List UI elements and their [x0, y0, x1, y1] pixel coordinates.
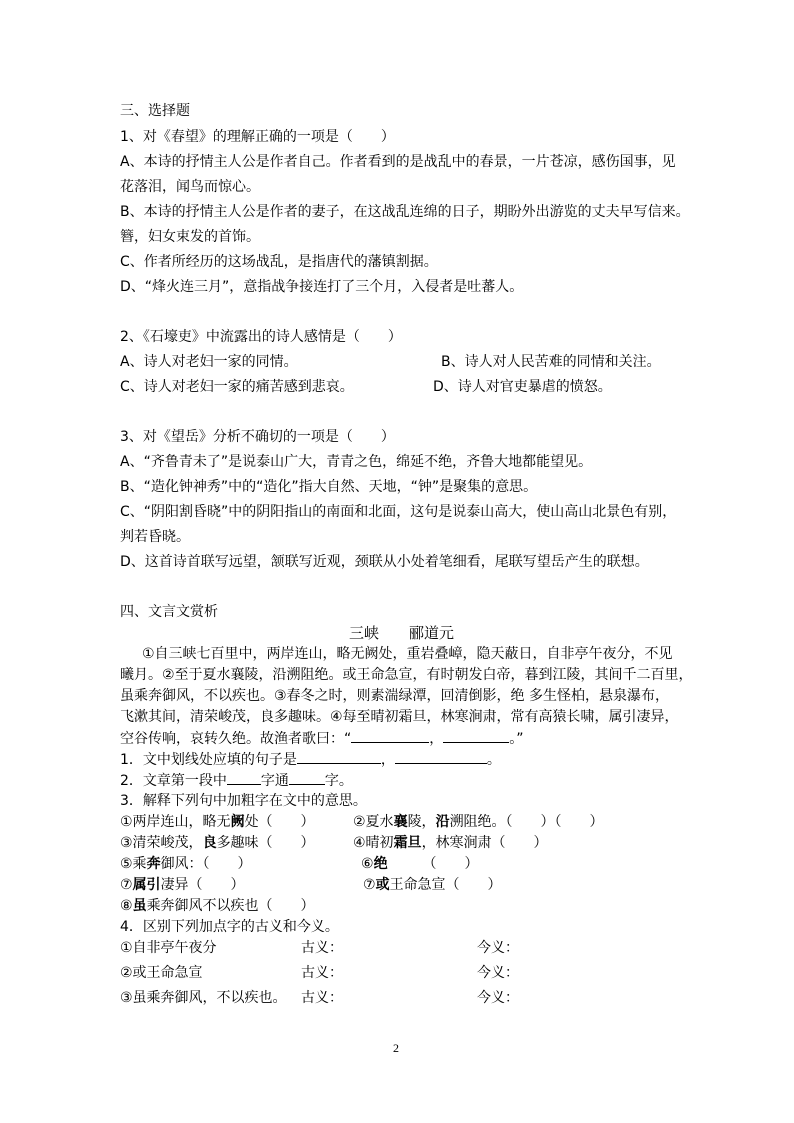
item-text: 溯阻绝。（ ）（ ） [449, 814, 604, 830]
q2-option-b: B、诗人对人民苦难的同情和关注。 [441, 354, 661, 370]
q1-option-a-line2: 花落泪，闻鸟而惊心。 [120, 179, 260, 195]
answer-blank[interactable] [395, 749, 487, 764]
item-text: （ ） [387, 856, 479, 872]
sec4-q2-suffix: 字。 [324, 773, 353, 789]
q3-item-left [120, 896, 315, 916]
q3-option-b: B、“造化钟神秀”中的“造化”指大自然、天地，“钟”是聚集的意思。 [120, 479, 538, 495]
item-text: 陵， [407, 814, 436, 830]
q2-stem: 2、《石壕吏》中流露出的诗人感情是（ ） [120, 329, 402, 345]
section-3-title: 三、选择题 [120, 103, 190, 119]
q2-option-d: D、诗人对官吏暴虐的愤怒。 [433, 379, 612, 395]
sec4-q2-prefix: 2．文章第一段中 [120, 773, 227, 789]
item-text: ⑤乘 [120, 856, 147, 872]
q1-option-d: D、“烽火连三月”，意指战争接连打了三个月，入侵者是吐蕃人。 [120, 279, 524, 295]
passage-end: 。” [509, 731, 524, 747]
sec4-q2-mid: 字通 [260, 773, 289, 789]
item-text: ⑦ [363, 877, 376, 893]
q1-option-b-line1: B、本诗的抒情主人公是作者的妻子，在这战乱连绵的日子，期盼外出游览的丈夫早写信来。 [120, 204, 690, 220]
q1-option-a-line1: A、本诗的抒情主人公是作者自己。作者看到的是战乱中的春景，一片苍凉，感伤国事，见 [120, 154, 676, 170]
sec4-q3-stem: 3．解释下列句中加粗字在文中的意思。 [120, 793, 367, 809]
q3-item-left [120, 833, 315, 853]
q4-old-meaning-label: 古义： [301, 940, 343, 956]
q3-option-c-line1: C、“阴阳割昏晓”中的阴阳指山的南面和北面，这句是说泰山高大，使山高山北景色有别， [120, 504, 677, 520]
section-4-title: 四、文言文赏析 [120, 604, 218, 620]
page-number: 2 [393, 1041, 399, 1055]
q3-option-a: A、“齐鲁青未了”是说泰山广大，青青之色，绵延不绝，齐鲁大地都能望见。 [120, 454, 593, 470]
item-bold-char: 襄 [393, 814, 408, 830]
q3-item-right [353, 833, 548, 853]
passage-line: ①自三峡七百里中，两岸连山，略无阙处，重岩叠嶂，隐天蔽日，自非亭午夜分，不见 [142, 646, 673, 662]
q4-old-meaning-label: 古义： [301, 965, 343, 981]
item-text: 御风：（ ） [160, 856, 252, 872]
item-bold-char: 虽 [132, 898, 147, 914]
passage-line: 曦月。②至于夏水襄陵，沿溯阻绝。或王命急宣，有时朝发白帝，暮到江陵，其间千二百里， [120, 667, 693, 683]
item-text: ②夏水 [353, 814, 394, 830]
q3-item-right [353, 812, 604, 832]
q3-item-left [120, 812, 315, 832]
q4-new-meaning-label: 今义： [477, 990, 519, 1006]
passage-line: 空谷传响，哀转久绝。故渔者歌曰：“ [120, 731, 352, 747]
item-bold-char: 属引 [132, 877, 161, 893]
answer-blank[interactable] [443, 728, 509, 743]
sec4-q1-prefix: 1．文中划线处应填的句子是 [120, 752, 297, 768]
q3-item-left [120, 875, 245, 895]
answer-blank[interactable] [227, 770, 261, 785]
passage-line: 飞漱其间，清荣峻茂，良多趣味。④每至晴初霜旦，林寒涧肃，常有高猿长啸，属引凄异， [120, 709, 679, 725]
item-bold-char: 绝 [373, 856, 388, 872]
passage-line: 虽乘奔御风，不以疾也。③春冬之时，则素湍绿潭，回清倒影，绝 多生怪柏，悬泉瀑布， [120, 688, 669, 704]
q1-option-b-line2: 簪，妇女束发的首饰。 [120, 229, 260, 245]
item-text: 多趣味（ ） [216, 835, 315, 851]
item-text: 王命急宣（ ） [389, 877, 502, 893]
item-bold-char: 沿 [435, 814, 450, 830]
sec4-q4-stem: 4．区别下列加点字的古义和今义。 [120, 919, 339, 935]
item-text: ④晴初 [353, 835, 394, 851]
item-text: ①两岸连山，略无 [120, 814, 231, 830]
item-text: 凄异（ ） [160, 877, 245, 893]
sec4-q1-suffix: 。 [486, 752, 501, 768]
item-bold-char: 或 [375, 877, 390, 893]
passage-title: 三峡 郦道元 [349, 624, 455, 642]
item-text: ③清荣峻茂， [120, 835, 203, 851]
item-text: ⑥ [361, 856, 374, 872]
q2-option-c: C、诗人对老妇一家的痛苦感到悲哀。 [120, 379, 354, 395]
q4-new-meaning-label: 今义： [477, 940, 519, 956]
q1-option-c: C、作者所经历的这场战乱，是指唐代的藩镇割据。 [120, 254, 438, 270]
item-bold-char: 奔 [146, 856, 161, 872]
item-text: ⑦ [120, 877, 133, 893]
q3-stem: 3、对《望岳》分析不确切的一项是（ ） [120, 429, 395, 445]
item-text: ，林寒涧肃（ ） [421, 835, 548, 851]
q4-old-meaning-label: 古义： [301, 990, 343, 1006]
item-text: 处（ ） [244, 814, 315, 830]
item-bold-char: 阙 [230, 814, 245, 830]
q3-option-d: D、这首诗首联写远望，颔联写近观，颈联从小处着笔细看，尾联写望岳产生的联想。 [120, 554, 649, 570]
sec4-q2 [120, 770, 353, 791]
passage-last-line [120, 728, 524, 749]
answer-blank[interactable] [289, 770, 325, 785]
q1-stem: 1、对《春望》的理解正确的一项是（ ） [120, 129, 395, 145]
q2-option-a: A、诗人对老妇一家的同情。 [120, 354, 298, 370]
passage-separator: ， [429, 731, 444, 747]
item-text: 乘奔御风不以疾也（ ） [146, 898, 315, 914]
q4-item: ③虽乘奔御风，不以疾也。 [120, 990, 287, 1006]
answer-blank[interactable] [351, 728, 429, 743]
q3-item-right [363, 875, 502, 895]
q3-option-c-line2: 判若昏晓。 [120, 529, 190, 545]
q3-item-left [120, 854, 252, 874]
q4-new-meaning-label: 今义： [477, 965, 519, 981]
q4-item: ②或王命急宣 [120, 965, 203, 981]
item-text: ⑧ [120, 898, 133, 914]
item-bold-char: 霜旦 [393, 835, 422, 851]
item-bold-char: 良 [202, 835, 217, 851]
q3-item-right [361, 854, 479, 874]
q4-item: ①自非亭午夜分 [120, 940, 217, 956]
sec4-q1 [120, 749, 501, 770]
answer-blank[interactable] [297, 749, 381, 764]
sec4-q1-sep: ， [380, 752, 395, 768]
